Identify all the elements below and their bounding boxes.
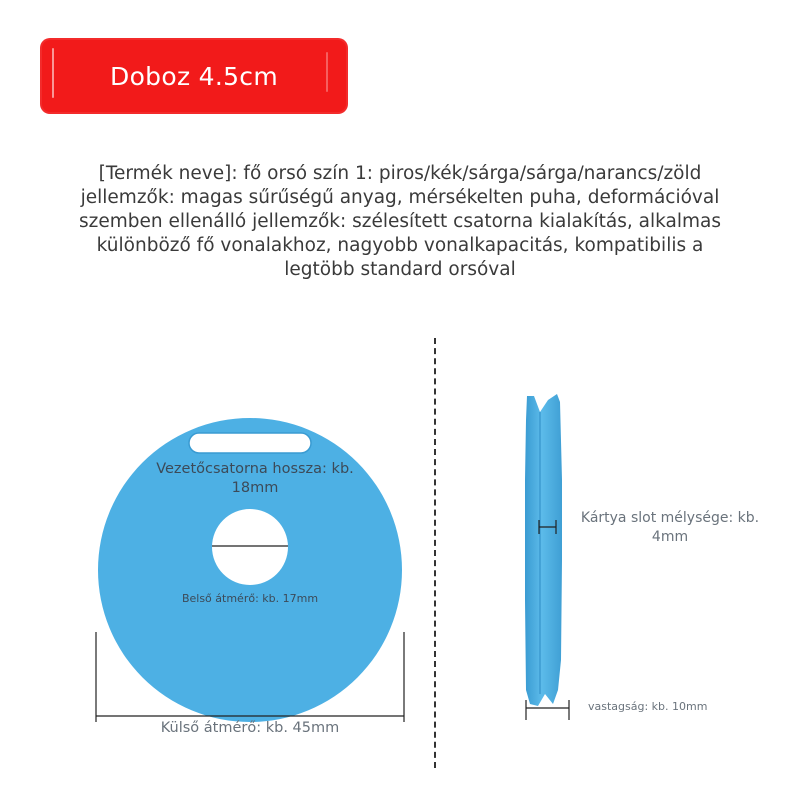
description-line: szemben ellenálló jellemzők: szélesített csatorna kialakítás, alkalmas — [79, 211, 721, 232]
description-line: [Termék neve]: fő orsó szín 1: piros/kék/sárga/sárga/narancs/zöld — [98, 163, 702, 184]
spool-side-view — [525, 394, 562, 706]
description-line: legtöbb standard orsóval — [284, 259, 516, 280]
thickness-label: vastagság: kb. 10mm — [588, 700, 708, 713]
inner-diameter-label: Belső átmérő: kb. 17mm — [181, 592, 319, 605]
size-badge-label: Doboz 4.5cm — [110, 61, 278, 91]
channel-length-label: Vezetőcsatorna hossza: kb. 18mm — [156, 461, 354, 496]
slot-depth-label: Kártya slot mélysége: kb. 4mm — [580, 510, 760, 545]
description-line: jellemzők: magas sűrűségű anyag, mérsékelten puha, deformációval — [80, 187, 720, 208]
description-line: különböző fő vonalakhoz, nagyobb vonalkapacitás, kompatibilis a — [96, 235, 704, 256]
outer-diameter-label: Külső átmérő: kb. 45mm — [160, 720, 340, 736]
slot-rim — [189, 433, 311, 453]
